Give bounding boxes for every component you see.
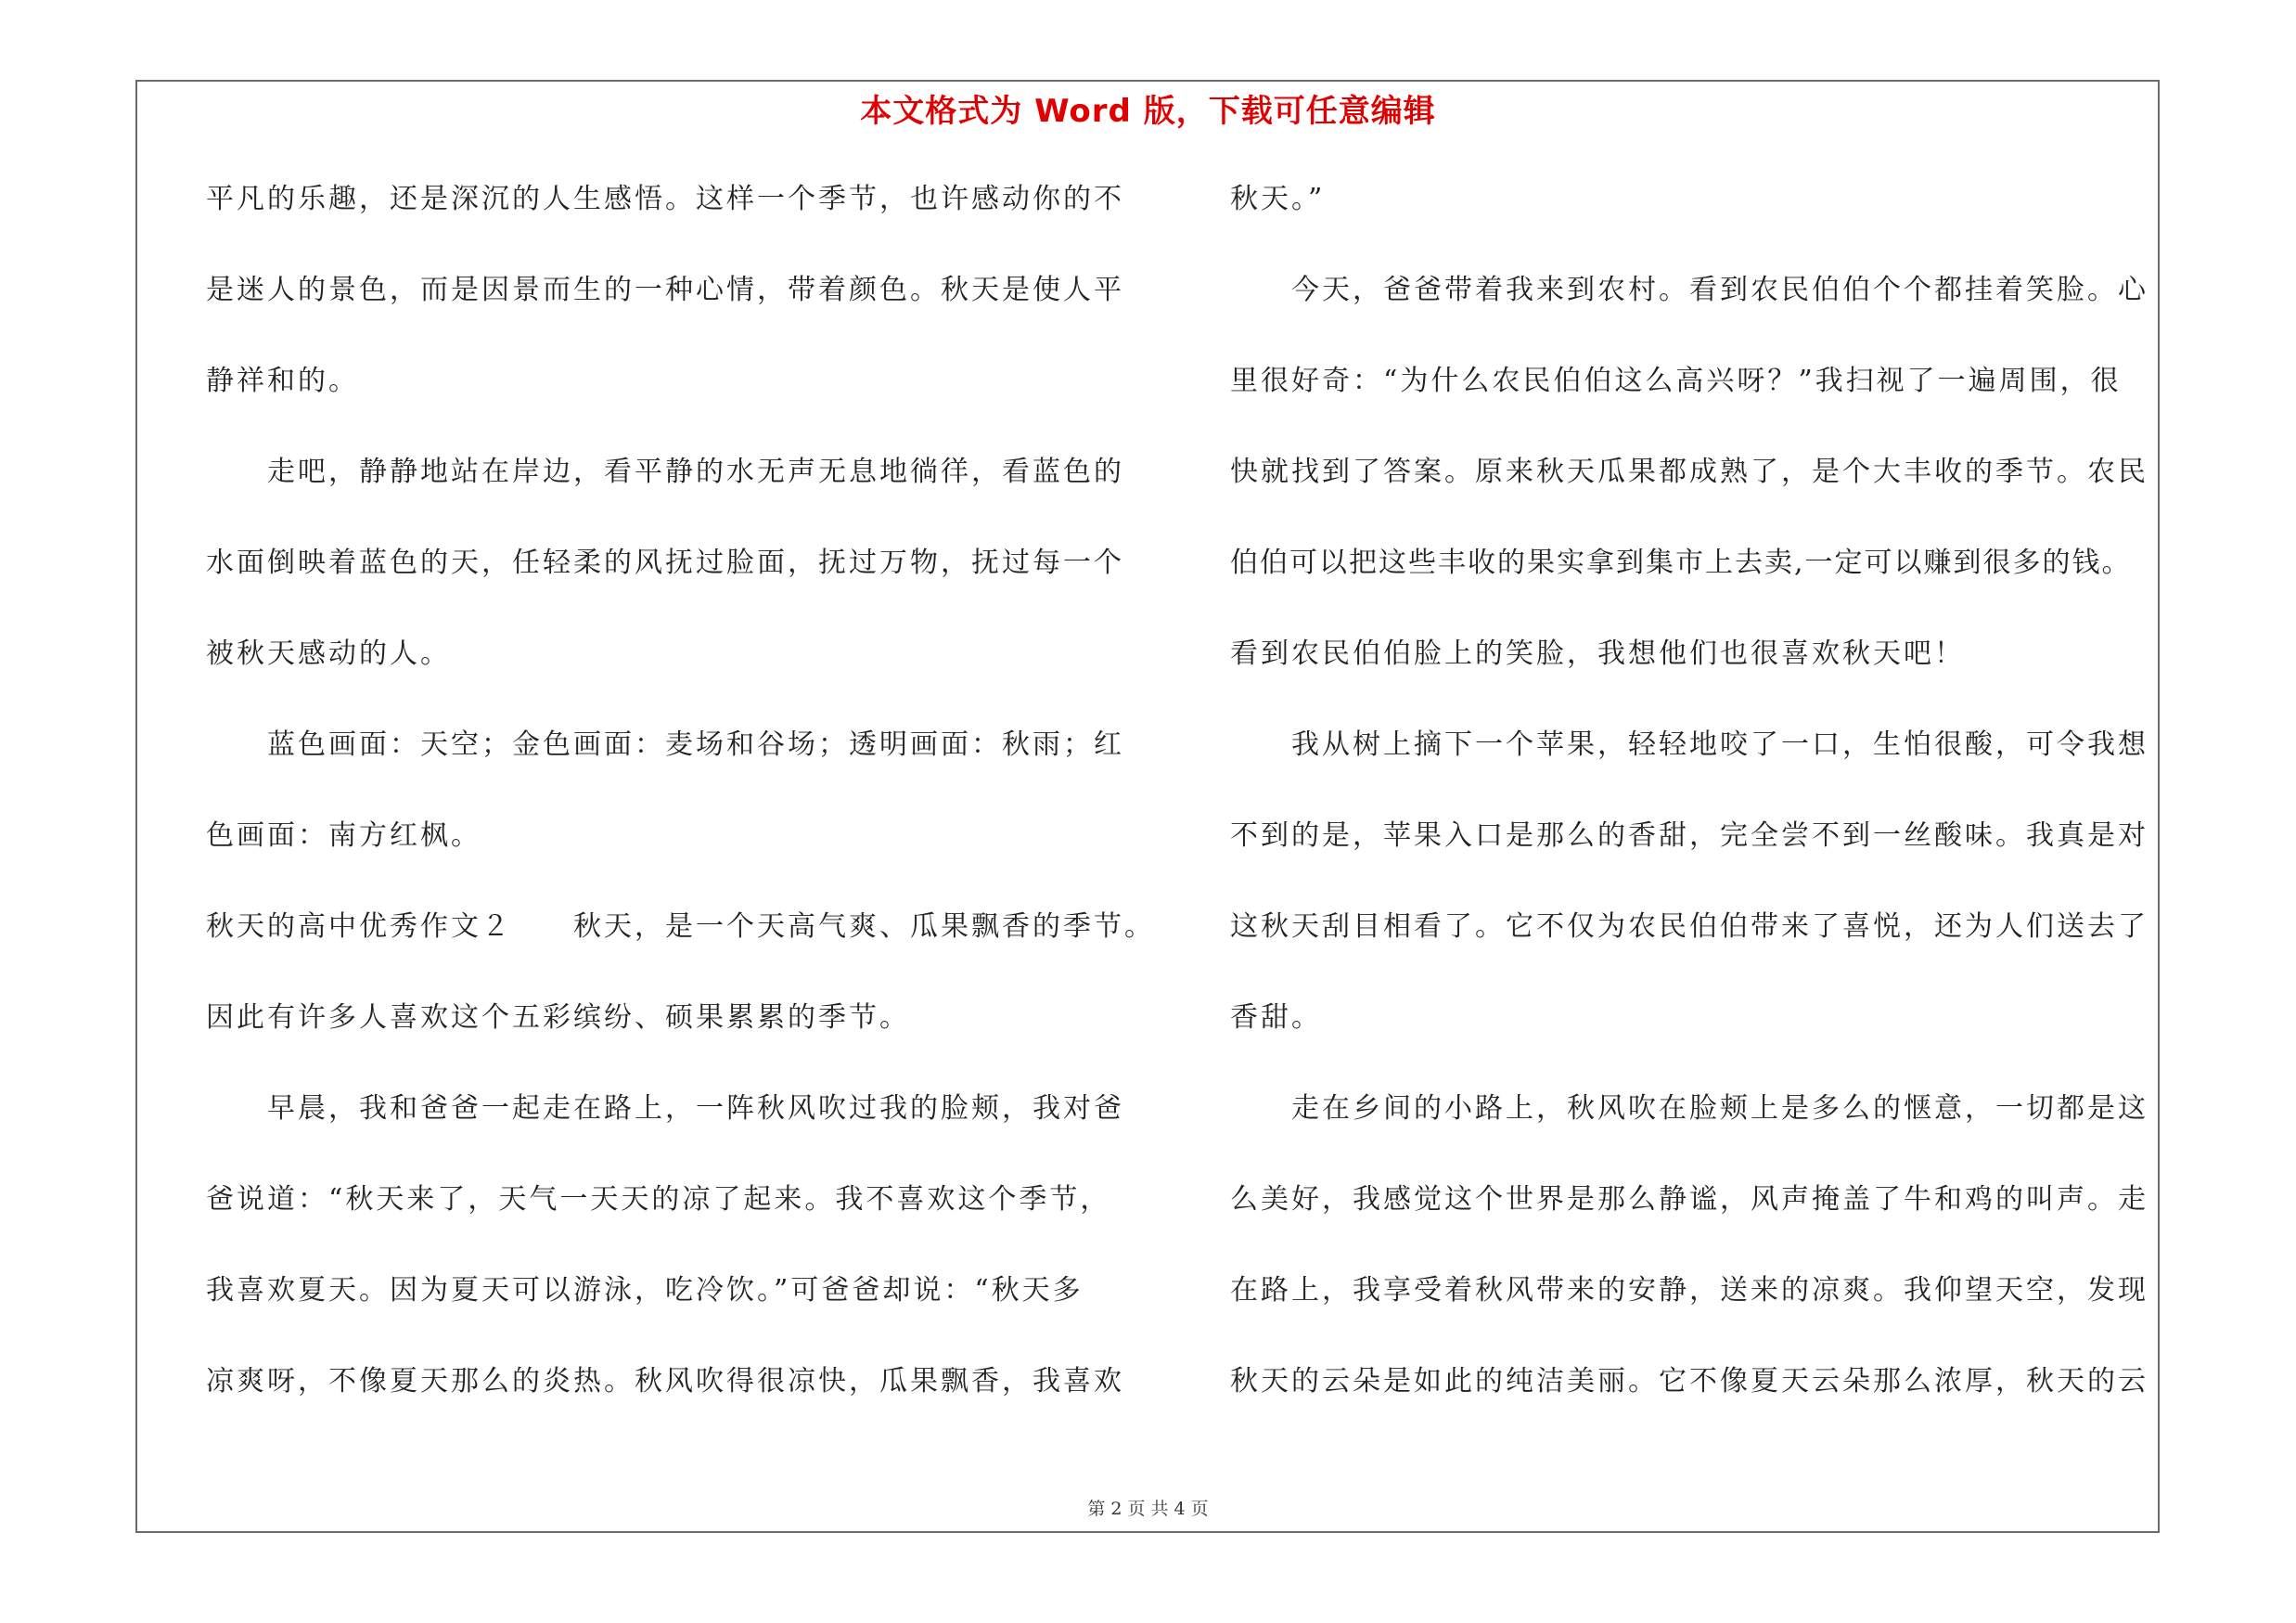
text-line: 早晨，我和爸爸一起走在路上，一阵秋风吹过我的脸颊，我对爸	[267, 1092, 1124, 1125]
text-line: 秋天。”	[1230, 183, 1326, 215]
text-line: 我喜欢夏天。因为夏天可以游泳，吃冷饮。”可爸爸却说：“秋天多	[206, 1274, 1084, 1307]
text-line: 香甜。	[1230, 1001, 1322, 1034]
text-line: 水面倒映着蓝色的天，任轻柔的风抚过脸面，抚过万物，抚过每一个	[206, 547, 1124, 579]
text-line: 么美好，我感觉这个世界是那么静谧，风声掩盖了牛和鸡的叫声。走	[1230, 1183, 2148, 1216]
text-line: 静祥和的。	[206, 365, 359, 397]
text-line: 伯伯可以把这些丰收的果实拿到集市上去卖,一定可以赚到很多的钱。	[1230, 547, 2132, 579]
text-line: 秋天的云朵是如此的纯洁美丽。它不像夏天云朵那么浓厚，秋天的云	[1230, 1365, 2148, 1398]
text-line: 因此有许多人喜欢这个五彩缤纷、硕果累累的季节。	[206, 1001, 910, 1034]
text-line: 爸说道：“秋天来了，天气一天天的凉了起来。我不喜欢这个季节，	[206, 1183, 1111, 1216]
text-line: 今天，爸爸带着我来到农村。看到农民伯伯个个都挂着笑脸。心	[1291, 274, 2148, 306]
page-number-footer: 第 2 页 共 4 页	[1087, 1499, 1209, 1519]
text-line: 蓝色画面：天空；金色画面：麦场和谷场；透明画面：秋雨；红	[267, 728, 1124, 761]
header-banner: 本文格式为 Word 版，下载可任意编辑	[860, 93, 1436, 130]
text-line: 在路上，我享受着秋风带来的安静，送来的凉爽。我仰望天空，发现	[1230, 1274, 2148, 1307]
text-line: 这秋天刮目相看了。它不仅为农民伯伯带来了喜悦，还为人们送去了	[1230, 910, 2148, 943]
text-line: 走在乡间的小路上，秋风吹在脸颊上是多么的惬意，一切都是这	[1291, 1092, 2148, 1125]
text-line: 不到的是，苹果入口是那么的香甜，完全尝不到一丝酸味。我真是对	[1230, 819, 2148, 852]
text-line: 凉爽呀，不像夏天那么的炎热。秋风吹得很凉快，瓜果飘香，我喜欢	[206, 1365, 1124, 1398]
text-line: 看到农民伯伯脸上的笑脸，我想他们也很喜欢秋天吧！	[1230, 638, 1965, 670]
text-line: 快就找到了答案。原来秋天瓜果都成熟了，是个大丰收的季节。农民	[1230, 456, 2148, 488]
text-line: 被秋天感动的人。	[206, 638, 451, 670]
text-line: 秋天的高中优秀作文２ 秋天，是一个天高气爽、瓜果飘香的季节。	[206, 910, 1155, 943]
text-line: 里很好奇：“为什么农民伯伯这么高兴呀？”我扫视了一遍周围，很	[1230, 365, 2122, 397]
text-line: 是迷人的景色，而是因景而生的一种心情，带着颜色。秋天是使人平	[206, 274, 1124, 306]
text-line: 色画面：南方红枫。	[206, 819, 481, 852]
text-line: 平凡的乐趣，还是深沉的人生感悟。这样一个季节，也许感动你的不	[206, 183, 1124, 215]
text-line: 走吧，静静地站在岸边，看平静的水无声无息地徜徉，看蓝色的	[267, 456, 1124, 488]
text-line: 我从树上摘下一个苹果，轻轻地咬了一口，生怕很酸，可令我想	[1291, 728, 2148, 761]
